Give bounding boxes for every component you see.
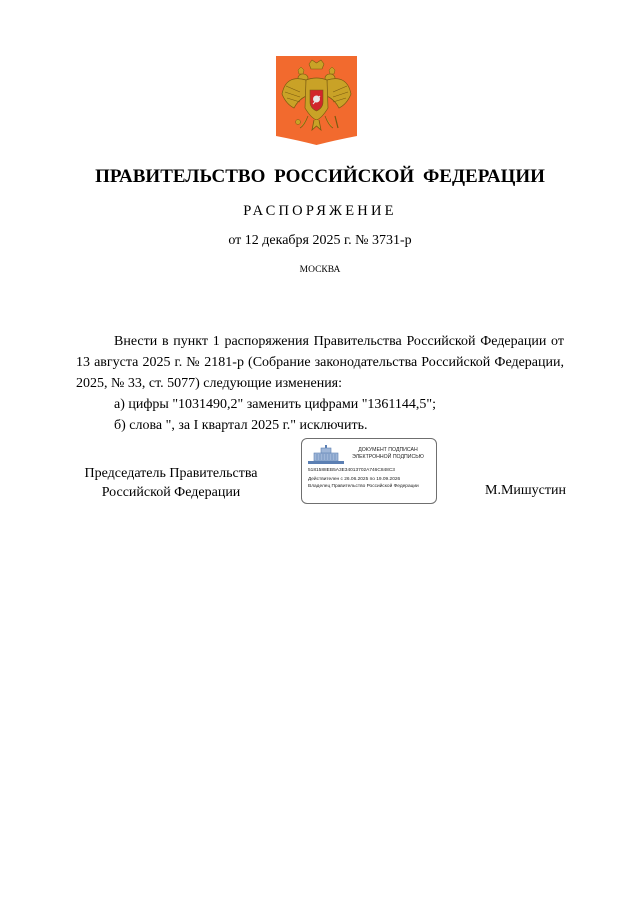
stamp-title [342,447,434,461]
government-title: ПРАВИТЕЛЬСТВО РОССИЙСКОЙ ФЕДЕРАЦИИ [95,166,545,187]
stamp-title-line-1: ДОКУМЕНТ ПОДПИСАН [358,447,418,453]
signatory-position [76,464,266,502]
item-a: а) цифры "1031490,2" заменить цифрами "1361144,5"; [114,397,436,412]
main-paragraph: Внести в пункт 1 распоряжения Правительства Российской Федерации от 13 августа 2025 г. № 2181-р (Собрание законодательства Российской Федерации, 2025, № 33, ст. 5077) следующие изменения: [76,334,564,391]
coat-of-arms-emblem [276,56,357,145]
signatory-name: М.Мишустин [485,483,566,498]
certificate-number: 5181588EB5A3E34013702A746C848C3 [308,468,395,473]
document-body [76,331,564,436]
certificate-validity: Действителен с 26.06.2025 по 19.09.2026 [308,477,401,482]
certificate-owner: Владелец Правительство Российской Федерации [308,484,419,489]
position-line-2: Российской Федерации [101,485,241,500]
document-date-number: от 12 декабря 2025 г. № 3731-р [228,233,412,248]
item-b: б) слова ", за I квартал 2025 г." исключить. [114,418,368,433]
stamp-title-line-2: ЭЛЕКТРОННОЙ ПОДПИСЬЮ [352,454,424,460]
position-line-1: Председатель Правительства [84,466,258,481]
document-city: МОСКВА [299,265,341,275]
building-icon [308,445,344,465]
russian-coat-of-arms-icon [276,56,357,145]
electronic-signature-stamp [301,438,437,504]
document-type: РАСПОРЯЖЕНИЕ [243,203,397,219]
